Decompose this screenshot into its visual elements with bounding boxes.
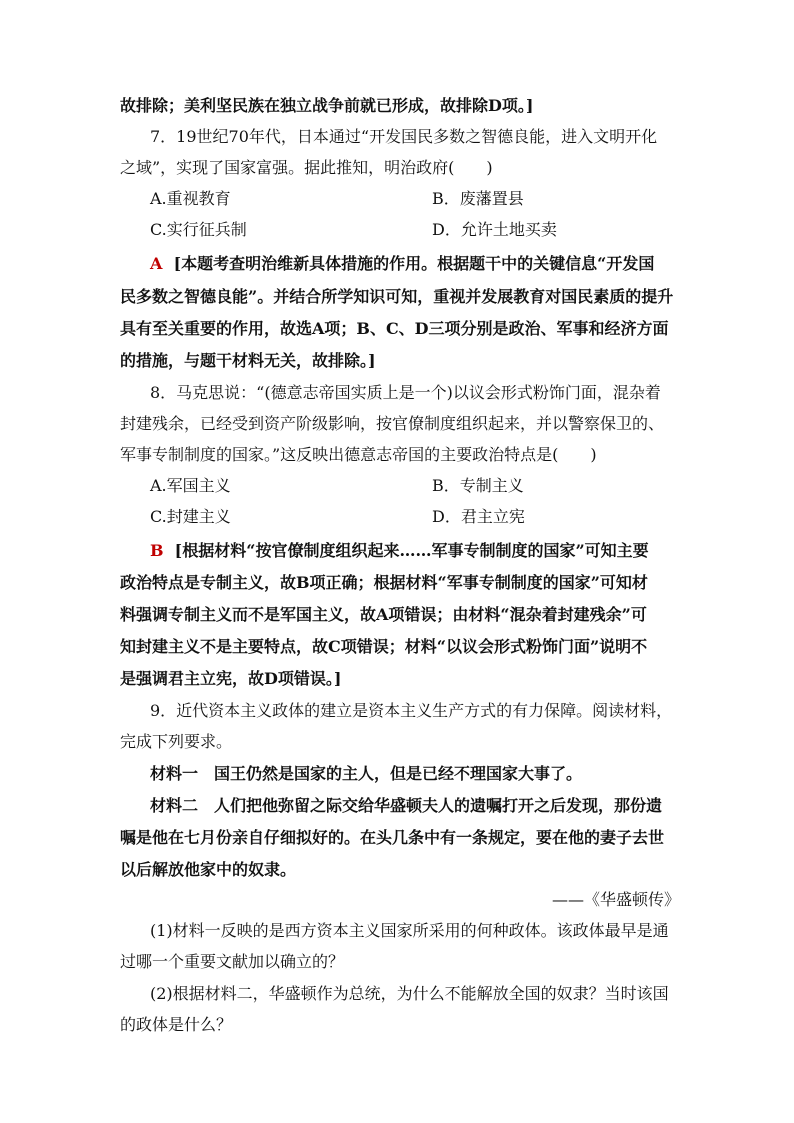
q9-subquestion-1-line-1: (1)材料一反映的是西方资本主义国家所采用的何种政体。该政体最早是通 — [150, 921, 669, 940]
q8-explanation-line-2: 政治特点是专制主义，故B项正确；根据材料“军事专制制度的国家”可知材 — [120, 573, 648, 592]
q8-answer: B — [150, 541, 164, 560]
q9-source: ——《华盛顿传》 — [551, 890, 680, 909]
q8-explanation-line-3: 料强调专制主义而不是军国主义，故A项错误；由材料“混杂着封建残余”可 — [120, 605, 647, 624]
q9-material-1: 材料一 国王仍然是国家的主人，但是已经不理国家大事了。 — [150, 764, 583, 783]
q9-subquestion-2-line-1: (2)根据材料二，华盛顿作为总统，为什么不能解放全国的奴隶？当时该国 — [150, 984, 669, 1003]
q8-explanation-line-1: B [根据材料“按官僚制度组织起来……军事专制制度的国家”可知主要 — [150, 541, 649, 560]
q8-option-d: D．君主立宪 — [432, 507, 525, 526]
q9-subquestion-1-line-2: 过哪一个重要文献加以确立的？ — [120, 952, 345, 971]
q8-option-c: C.封建主义 — [150, 507, 231, 526]
q8-option-b: B．专制主义 — [432, 476, 524, 495]
q7-stem-line-2: 之域”，实现了国家富强。据此推知，明治政府( ) — [120, 158, 493, 177]
q9-subquestion-2-line-2: 的政体是什么？ — [120, 1015, 233, 1034]
q7-explanation-line-2: 民多数之智德良能”。并结合所学知识可知，重视并发展教育对国民素质的提升 — [120, 287, 674, 306]
q8-explanation-line-5: 是强调君主立宪，故D项错误。] — [120, 669, 342, 688]
q8-explanation-line-4: 知封建主义不是主要特点，故C项错误；材料“以议会形式粉饰门面”说明不 — [120, 637, 648, 656]
q7-explanation-line-3: 具有至关重要的作用，故选A项；B、C、D三项分别是政治、军事和经济方面 — [120, 319, 669, 338]
q7-option-b: B．废藩置县 — [432, 189, 524, 208]
q7-explanation-line-1: A [本题考查明治维新具体措施的作用。根据题干中的关键信息“开发国 — [150, 254, 655, 273]
q9-stem-line-2: 完成下列要求。 — [120, 732, 233, 751]
q9-material-2-line-3: 以后解放他家中的奴隶。 — [120, 860, 297, 879]
q7-stem-line-1: 7．19世纪70年代，日本通过“开发国民多数之智德良能，进入文明开化 — [150, 127, 658, 146]
q8-stem-line-1: 8．马克思说：“(德意志帝国实质上是一个)以议会形式粉饰门面，混杂着 — [150, 383, 661, 402]
q8-option-a: A.军国主义 — [150, 476, 231, 495]
q7-option-d: D．允许土地买卖 — [432, 220, 557, 239]
q7-explanation-line-4: 的措施，与题干材料无关，故排除。] — [120, 351, 376, 370]
q7-option-c: C.实行征兵制 — [150, 220, 247, 239]
q7-option-a: A.重视教育 — [150, 189, 231, 208]
q7-answer: A — [150, 254, 163, 273]
q8-stem-line-2: 封建残余，已经受到资产阶级影响，按官僚制度组织起来，并以警察保卫的、 — [120, 414, 665, 433]
q9-material-2-line-2: 嘱是他在七月份亲自仔细拟好的。在头几条中有一条规定，要在他的妻子去世 — [120, 828, 665, 847]
q6-explanation-tail: 故排除；美利坚民族在独立战争前就已形成，故排除D项。] — [120, 96, 534, 115]
q9-material-2-line-1: 材料二 人们把他弥留之际交给华盛顿夫人的遗嘱打开之后发现，那份遗 — [150, 796, 663, 815]
q9-stem-line-1: 9．近代资本主义政体的建立是资本主义生产方式的有力保障。阅读材料， — [150, 701, 673, 720]
q8-stem-line-3: 军事专制制度的国家。”这反映出德意志帝国的主要政治特点是( ) — [120, 445, 597, 464]
